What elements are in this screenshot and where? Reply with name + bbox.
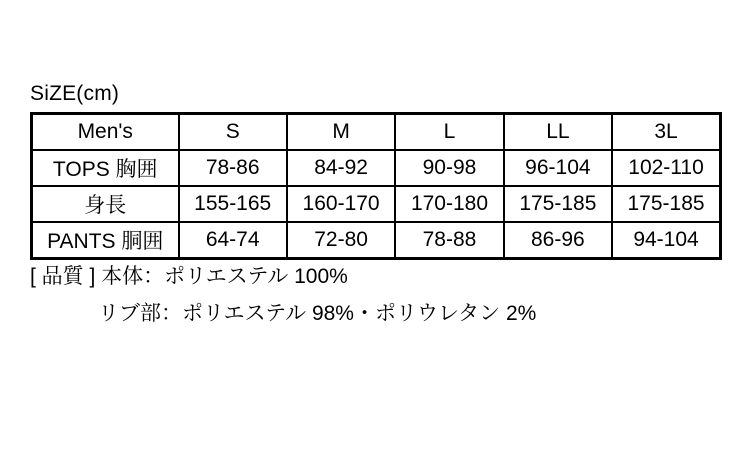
cell-pants-l: 78-88: [395, 222, 503, 259]
cell-tops-l: 90-98: [395, 150, 503, 186]
cell-pants-3l: 94-104: [612, 222, 720, 259]
table-row-tops-chest: [32, 150, 721, 186]
table-row-height: [32, 186, 721, 222]
table-row-pants-waist: [32, 222, 721, 259]
header-cell-size-m: M: [287, 114, 395, 151]
cell-tops-m: 84-92: [287, 150, 395, 186]
cell-tops-s: 78-86: [179, 150, 287, 186]
header-cell-size-l: L: [395, 114, 503, 151]
cell-pants-s: 64-74: [179, 222, 287, 259]
row-label-tops-chest: TOPS 胸囲: [32, 150, 179, 186]
header-cell-size-s: S: [179, 114, 287, 151]
cell-pants-m: 72-80: [287, 222, 395, 259]
quality-note-rib: リブ部：ポリエステル 98%・ポリウレタン 2%: [98, 302, 537, 325]
cell-height-3l: 175-185: [612, 186, 720, 222]
size-table-header-row: [32, 114, 721, 151]
page-title: SiZE(cm): [30, 82, 120, 105]
cell-pants-ll: 86-96: [504, 222, 612, 259]
quality-note-body: [ 品質 ] 本体：ポリエステル 100%: [30, 265, 348, 288]
row-label-height: 身長: [32, 186, 179, 222]
cell-height-l: 170-180: [395, 186, 503, 222]
cell-height-m: 160-170: [287, 186, 395, 222]
header-cell-size-3l: 3L: [612, 114, 720, 151]
cell-height-s: 155-165: [179, 186, 287, 222]
header-cell-mens: Men's: [32, 114, 179, 151]
cell-height-ll: 175-185: [504, 186, 612, 222]
cell-tops-3l: 102-110: [612, 150, 720, 186]
row-label-pants-waist: PANTS 胴囲: [32, 222, 179, 259]
header-cell-size-ll: LL: [504, 114, 612, 151]
cell-tops-ll: 96-104: [504, 150, 612, 186]
size-table: [30, 112, 722, 260]
